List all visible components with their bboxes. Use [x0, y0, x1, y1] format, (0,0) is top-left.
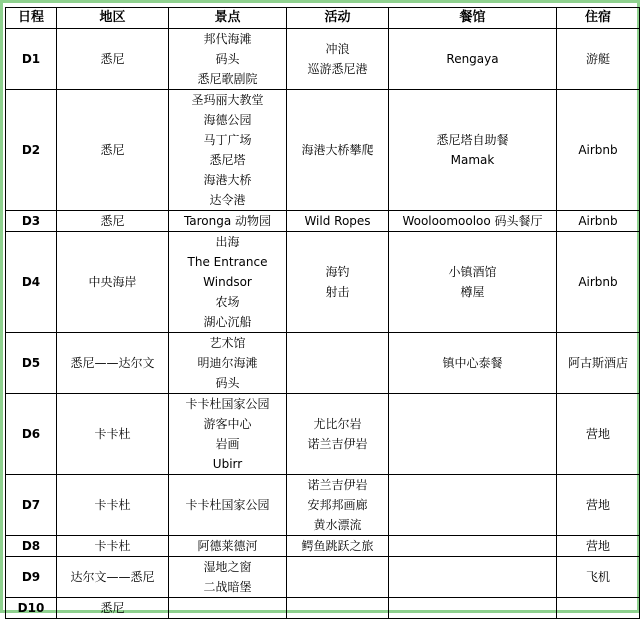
sight-item: 圣玛丽大教堂 — [191, 93, 264, 107]
table-row — [6, 333, 640, 394]
table-row — [6, 29, 640, 90]
activities-cell — [287, 475, 389, 536]
sight-item: 阿德莱德河 — [197, 539, 258, 553]
restaurants-cell — [389, 29, 557, 90]
restaurant-item: 樽屋 — [460, 285, 485, 299]
activity-item: 诺兰吉伊岩 — [307, 437, 368, 451]
activity-item: 黄水漂流 — [313, 518, 362, 532]
table-row — [6, 557, 640, 598]
lodging-cell: 游艇 — [557, 29, 640, 90]
lodging-cell: Airbnb — [557, 232, 640, 333]
restaurant-item: Rengaya — [446, 52, 499, 66]
restaurant-item: 小镇酒馆 — [448, 265, 497, 279]
restaurants-cell — [389, 557, 557, 598]
table-row — [6, 598, 640, 619]
activity-item: 海钓 — [325, 265, 350, 279]
day-cell: D5 — [6, 333, 57, 394]
day-cell: D7 — [6, 475, 57, 536]
sight-item: 艺术馆 — [209, 336, 246, 350]
sights-cell — [169, 475, 287, 536]
table-row — [6, 232, 640, 333]
sight-item: 海德公园 — [203, 113, 252, 127]
region-cell: 悉尼 — [57, 29, 169, 90]
restaurants-cell — [389, 90, 557, 211]
activities-cell — [287, 333, 389, 394]
day-cell: D9 — [6, 557, 57, 598]
sight-item: 邦代海滩 — [203, 32, 252, 46]
sight-item: 码头 — [215, 52, 240, 66]
activity-item: 诺兰吉伊岩 — [307, 478, 368, 492]
day-cell: D2 — [6, 90, 57, 211]
restaurant-item: Wooloomooloo 码头餐厅 — [402, 214, 543, 228]
lodging-cell: Airbnb — [557, 90, 640, 211]
sight-item: 出海 — [215, 235, 240, 249]
sights-cell — [169, 29, 287, 90]
region-cell: 卡卡杜 — [57, 536, 169, 557]
activity-item: 冲浪 — [325, 42, 350, 56]
header-day: 日程 — [6, 8, 57, 29]
restaurant-item: 镇中心泰餐 — [442, 356, 503, 370]
sight-item: Windsor — [203, 275, 252, 289]
sight-item: 卡卡杜国家公园 — [185, 397, 270, 411]
sight-item: 码头 — [215, 376, 240, 390]
sights-cell — [169, 598, 287, 619]
lodging-cell: 营地 — [557, 536, 640, 557]
itinerary-table — [5, 7, 640, 619]
region-cell: 悉尼 — [57, 598, 169, 619]
day-cell: D1 — [6, 29, 57, 90]
sights-cell — [169, 90, 287, 211]
restaurants-cell — [389, 598, 557, 619]
region-cell: 中央海岸 — [57, 232, 169, 333]
restaurants-cell — [389, 333, 557, 394]
sight-item: Taronga 动物园 — [183, 214, 272, 228]
sight-item: 明迪尔海滩 — [197, 356, 258, 370]
sight-item: 二战暗堡 — [203, 580, 252, 594]
restaurants-cell — [389, 394, 557, 475]
lodging-cell: 飞机 — [557, 557, 640, 598]
lodging-cell: 营地 — [557, 475, 640, 536]
sight-item: 悉尼塔 — [209, 153, 246, 167]
restaurants-cell — [389, 211, 557, 232]
activities-cell — [287, 557, 389, 598]
sight-item: 游客中心 — [203, 417, 252, 431]
table-body — [6, 29, 640, 619]
lodging-cell: Airbnb — [557, 211, 640, 232]
region-cell: 卡卡杜 — [57, 394, 169, 475]
activity-item: 鳄鱼跳跃之旅 — [301, 539, 374, 553]
lodging-cell — [557, 598, 640, 619]
sight-item: 岩画 — [215, 437, 240, 451]
restaurants-cell — [389, 475, 557, 536]
day-cell: D4 — [6, 232, 57, 333]
header-sights: 景点 — [169, 8, 287, 29]
activities-cell — [287, 536, 389, 557]
header-row — [6, 8, 640, 29]
activities-cell — [287, 394, 389, 475]
restaurants-cell — [389, 232, 557, 333]
table-row — [6, 475, 640, 536]
region-cell: 达尔文——悉尼 — [57, 557, 169, 598]
header-region: 地区 — [57, 8, 169, 29]
sight-item: Ubirr — [212, 457, 243, 471]
restaurant-item: Mamak — [450, 153, 495, 167]
sights-cell — [169, 557, 287, 598]
activities-cell — [287, 90, 389, 211]
table-row — [6, 394, 640, 475]
activity-item: 安邦邦画廊 — [307, 498, 368, 512]
region-cell: 悉尼 — [57, 90, 169, 211]
lodging-cell: 营地 — [557, 394, 640, 475]
sights-cell — [169, 394, 287, 475]
region-cell: 悉尼 — [57, 211, 169, 232]
sight-item: 海港大桥 — [203, 173, 252, 187]
table-row — [6, 211, 640, 232]
activity-item: 尤比尔岩 — [313, 417, 362, 431]
header-restaurants: 餐馆 — [389, 8, 557, 29]
sight-item: 湿地之窗 — [203, 560, 252, 574]
sight-item: 湖心沉船 — [203, 315, 252, 329]
day-cell: D10 — [6, 598, 57, 619]
sights-cell — [169, 232, 287, 333]
activities-cell — [287, 29, 389, 90]
sight-item: 马丁广场 — [203, 133, 252, 147]
day-cell: D6 — [6, 394, 57, 475]
restaurants-cell — [389, 536, 557, 557]
activity-item: 巡游悉尼港 — [307, 62, 368, 76]
sight-item: 悉尼歌剧院 — [197, 72, 258, 86]
sights-cell — [169, 333, 287, 394]
sights-cell — [169, 211, 287, 232]
restaurant-item: 悉尼塔自助餐 — [436, 133, 509, 147]
header-lodging: 住宿 — [557, 8, 640, 29]
sight-item: 达令港 — [209, 193, 246, 207]
sight-item: The Entrance — [187, 255, 268, 269]
sights-cell — [169, 536, 287, 557]
activities-cell — [287, 598, 389, 619]
region-cell: 悉尼——达尔文 — [57, 333, 169, 394]
activity-item: Wild Ropes — [304, 214, 371, 228]
activities-cell — [287, 232, 389, 333]
table-row — [6, 90, 640, 211]
activity-item: 射击 — [325, 285, 350, 299]
day-cell: D8 — [6, 536, 57, 557]
table-row — [6, 536, 640, 557]
region-cell: 卡卡杜 — [57, 475, 169, 536]
lodging-cell: 阿古斯酒店 — [557, 333, 640, 394]
sight-item: 农场 — [215, 295, 240, 309]
day-cell: D3 — [6, 211, 57, 232]
activities-cell — [287, 211, 389, 232]
activity-item: 海港大桥攀爬 — [301, 143, 374, 157]
header-activities: 活动 — [287, 8, 389, 29]
sight-item: 卡卡杜国家公园 — [185, 498, 270, 512]
